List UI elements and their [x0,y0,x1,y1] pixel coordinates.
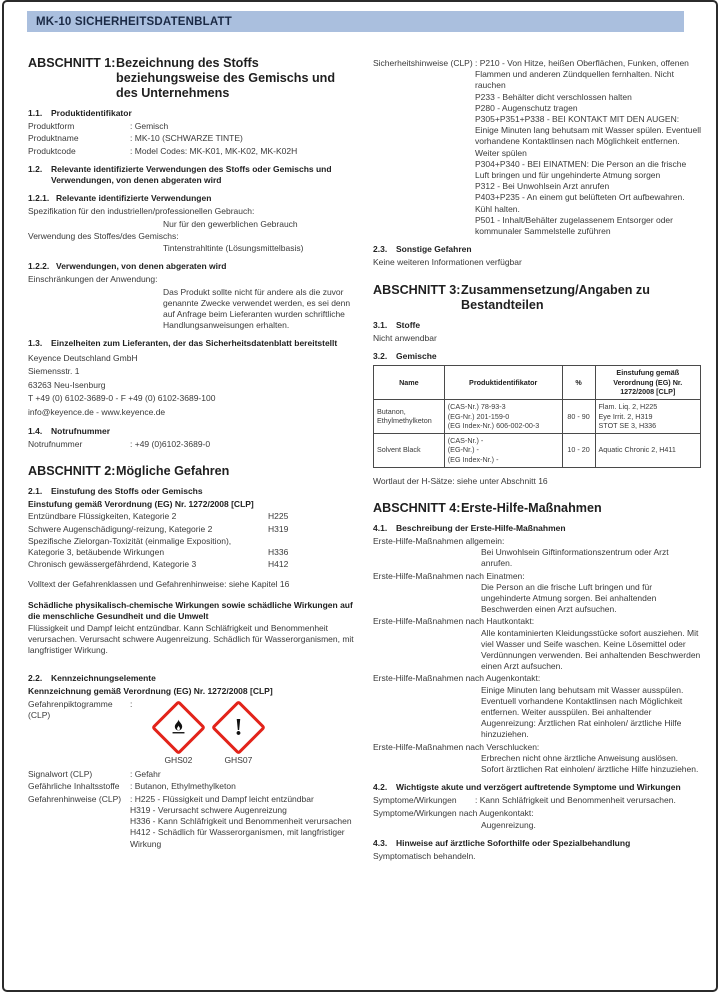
first-aid-general-label: Erste-Hilfe-Maßnahmen allgemein: [373,536,505,547]
hazard-statements-list [130,794,354,850]
hazard-statements-row [28,794,354,850]
pictograms-label: Gefahrenpiktogramme (CLP) [28,699,113,721]
first-aid-inhalation-text: Die Person an die frische Luft bringen und für ungehinderte Atmung sorgen. Bei anhaltenden Beschwerden einen Arzt aufsuchen. [481,581,657,615]
other-hazards-text: Keine weiteren Informationen verfügbar [373,257,522,268]
hazardous-ingredients-value: : Butanon, Ethylmethylketon [130,781,354,792]
heading-3-1-text: Stoffe [396,319,421,330]
use-restriction-label: Einschränkungen der Anwendung: [28,274,158,285]
classification-row [28,536,354,558]
supplier-company: Keyence Deutschland GmbH [28,352,138,363]
right-column [373,52,701,864]
first-aid-eye-text: Einige Minuten lang behutsam mit Wasser ausspülen. Eventuell vorhandene Kontaktlinsen nach Möglichkeit entfernen. Weiter ausspülen. Bei anhaltender Augenreizung: Ärztlichen Rat einholen/ ärztliche Hilfe hinzuziehen. [481,684,684,740]
heading-4-3-number: 4.3. [373,838,388,849]
fulltext-reference: Volltext der Gefahrenklassen und Gefahrenhinweise: siehe Kapitel 16 [28,579,290,590]
section-2-heading [28,464,354,479]
signal-word-value: : Gefahr [130,769,354,780]
symptoms-eye-value: Augenreizung. [481,819,536,830]
ghs07-code: GHS07 [224,755,253,766]
substance-identifiers [444,400,562,434]
hazard-statements-label: Gefahrenhinweise (CLP) [28,793,122,804]
heading-4-1-text: Beschreibung der Erste-Hilfe-Maßnahmen [396,522,566,533]
heading-4-2-number: 4.2. [373,782,388,793]
heading-3-2 [373,351,701,362]
section-1-number: ABSCHNITT 1: [28,56,116,70]
eg-index-number: (EG Index-Nr.) - [447,455,499,465]
heading-1-4-text: Notrufnummer [51,425,111,436]
classification-entry: Aquatic Chronic 2, H411 [598,445,676,455]
heading-1-2-1-number: 1.2.1. [28,193,50,204]
col-header-name: Name [374,366,445,400]
hazard-statement: H412 - Schädlich für Wasserorganismen, mit langfristiger Wirkung [130,827,345,849]
heading-1-1 [28,108,354,119]
classification-code: H336 [268,547,289,558]
product-code-label: Produktcode [28,145,76,156]
col-header-percent: % [562,366,595,400]
precautionary-statement: P501 - Inhalt/Behälter zugelassenem Entsorger oder kommunaler Sammelstelle zuführen [475,214,673,237]
substance-name: Butanon, Ethylmethylketon [374,400,445,434]
substance-classification [595,433,700,467]
classification-entry: Eye Irrit. 2, H319 [598,411,653,421]
heading-4-3 [373,838,701,849]
heading-2-1 [28,486,354,497]
heading-1-4 [28,426,354,437]
heading-1-1-number: 1.1. [28,108,43,118]
substance-classification [595,400,700,434]
heading-4-1-number: 4.1. [373,522,388,533]
heading-2-2-number: 2.2. [28,672,43,683]
heading-4-3-text: Hinweise auf ärztliche Soforthilfe oder Spezialbehandlung [396,838,631,849]
heading-2-2-text: Kennzeichnungselemente [51,672,156,683]
precautionary-statement: P304+P340 - BEI EINATMEN: Die Person an die frische Luft bringen und für ungehinderte Atmung sorgen [475,158,687,181]
eg-number: (EG-Nr.) - [447,445,479,455]
col-header-identifier: Produktidentifikator [444,366,562,400]
pictograms-row [28,699,354,766]
heading-1-2-number: 1.2. [28,163,43,174]
section-2-number: ABSCHNITT 2: [28,464,116,479]
composition-table [373,365,701,467]
heading-3-2-number: 3.2. [373,351,388,362]
heading-1-4-number: 1.4. [28,425,43,436]
section-4-number: ABSCHNITT 4: [373,500,461,515]
labelling-title: Kennzeichnung gemäß Verordnung (EG) Nr. 1272/2008 [CLP] [28,685,273,696]
hazard-statement: H319 - Verursacht schwere Augenreizung [130,804,287,815]
hazard-statement: : H225 - Flüssigkeit und Dampf leicht entzündbar [130,794,354,805]
precautionary-statement: P403+P235 - An einem gut belüfteten Ort aufbewahren. Kühl halten. [475,192,685,214]
cas-number: (CAS-Nr.) 78-93-3 [447,402,506,412]
eg-number: (EG-Nr.) 201-159-0 [447,411,510,421]
clp-classification-title: Einstufung gemäß Verordnung (EG) Nr. 1272/2008 [CLP] [28,499,254,510]
adverse-effects-title: Schädliche physikalisch-chemische Wirkungen sowie schädliche Wirkungen auf die menschliche Gesundheit und die Umwelt [28,599,353,621]
section-1-heading [28,56,354,101]
heading-2-3 [373,244,701,255]
heading-2-2 [28,673,354,684]
precautionary-statement: P280 - Augenschutz tragen [475,102,578,113]
supplier-street: Siemensstr. 1 [28,366,80,377]
pictograms-group [132,699,268,766]
symptoms-row [373,795,701,806]
first-aid-eye-label: Erste-Hilfe-Maßnahmen nach Augenkontakt: [373,673,541,684]
heading-1-2-2 [28,261,354,272]
sds-document-page [2,0,718,992]
ghs07-exclamation-icon: ! [211,700,266,755]
signal-word-row [28,769,354,780]
table-row [374,433,701,467]
precautionary-statement: : P210 - Von Hitze, heißen Oberflächen, Funken, offenen Flammen und anderen Zündquellen fernhalten. Nicht rauchen [475,58,701,92]
eg-index-number: (EG Index-Nr.) 606-002-00-3 [447,421,540,431]
pictograms-colon: : [130,699,133,710]
first-aid-ingestion-label: Erste-Hilfe-Maßnahmen nach Verschlucken: [373,741,540,752]
section-4-heading [373,501,701,516]
heading-4-1 [373,523,701,534]
first-aid-skin-label: Erste-Hilfe-Maßnahmen nach Hautkontakt: [373,616,535,627]
document-title-bar [27,11,684,32]
heading-2-1-number: 2.1. [28,486,43,497]
heading-3-1 [373,320,701,331]
substance-identifiers [444,433,562,467]
precautionary-statement: P305+P351+P338 - BEI KONTAKT MIT DEN AUGEN: Einige Minuten lang behutsam mit Wasser spülen. Eventuell vorhandene Kontaktlinsen nach Möglichkeit entfernen. Weiter spülen [475,114,701,158]
substance-use-value: Tintenstrahltinte (Lösungsmittelbasis) [163,243,304,254]
product-code-value: : Model Codes: MK-K01, MK-K02, MK-K02H [130,146,354,157]
heading-2-1-text: Einstufung des Stoffs oder Gemischs [51,486,203,497]
classification-code: H225 [268,511,289,522]
precautionary-statements-list [475,58,701,237]
product-name-label: Produktname [28,133,79,144]
signal-word-label: Signalwort (CLP) [28,769,93,780]
heading-3-1-number: 3.1. [373,319,388,330]
substance-name: Solvent Black [374,433,445,467]
ghs02-flame-icon [151,700,206,755]
substance-percent: 10 - 20 [562,433,595,467]
composition-table-header-row [374,366,701,400]
heading-3-2-text: Gemische [396,351,437,362]
product-form-label: Produktform [28,121,75,132]
symptoms-value: : Kann Schläfrigkeit und Benommenheit verursachen. [475,795,701,806]
heading-1-2 [28,164,354,186]
table-row [374,400,701,434]
classification-row [28,524,354,535]
classification-text: Chronisch gewässergefährdend, Kategorie 3 [28,559,197,570]
supplier-address [28,352,354,419]
h-phrases-reference: Wortlaut der H-Sätze: siehe unter Abschnitt 16 [373,475,548,486]
heading-2-3-text: Sonstige Gefahren [396,244,472,255]
heading-2-3-number: 2.3. [373,244,388,255]
classification-text: Entzündbare Flüssigkeiten, Kategorie 2 [28,511,177,522]
classification-code: H319 [268,523,289,534]
cas-number: (CAS-Nr.) - [447,435,484,445]
classification-row [28,559,354,570]
product-name-row [28,133,354,144]
classification-entry: Flam. Liq. 2, H225 [598,402,658,412]
heading-1-2-2-text: Verwendungen, von denen abgeraten wird [56,261,227,272]
section-2-title: Mögliche Gefahren [116,464,230,479]
classification-entry: STOT SE 3, H336 [598,421,657,431]
product-code-row [28,146,354,157]
section-3-heading [373,283,701,313]
classification-text: Schwere Augenschädigung/-reizung, Kategorie 2 [28,523,213,534]
heading-1-2-text: Relevante identifizierte Verwendungen des Stoffs oder Gemischs und Verwendungen, von denen abgeraten wird [51,163,332,186]
heading-1-3-text: Einzelheiten zum Lieferanten, der das Sicherheitsdatenblatt bereitstellt [51,338,338,349]
spec-use-label: Spezifikation für den industriellen/professionellen Gebrauch: [28,206,255,217]
classification-code: H412 [268,559,289,570]
emergency-number-row [28,439,354,450]
substances-text: Nicht anwendbar [373,332,437,343]
symptoms-eye-label: Symptome/Wirkungen nach Augenkontakt: [373,807,534,818]
symptoms-label: Symptome/Wirkungen [373,795,457,806]
heading-1-2-1-text: Relevante identifizierte Verwendungen [56,193,212,204]
use-restriction-value: Das Produkt sollte nicht für andere als die zuvor genannte Zwecke verwendet werden, es sei denn auf Anfrage beim Lieferanten wurden schriftliche Handlungsanweisungen erhalten. [163,286,351,331]
hazardous-ingredients-row [28,781,354,792]
medical-attention-text: Symptomatisch behandeln. [373,851,476,862]
col-header-classification: Einstufung gemäß Verordnung (EG) Nr. 1272/2008 [CLP] [595,366,700,400]
precautionary-statements-row [373,58,701,237]
product-name-value: : MK-10 (SCHWARZE TINTE) [130,133,354,144]
first-aid-skin-text: Alle kontaminierten Kleidungsstücke sofort ausziehen. Mit viel Wasser und Seife waschen. Keine Lösemittel oder Verdünnungen verwenden. Bei anhaltenden Beschwerden einen Arzt aufsuchen. [481,627,701,672]
heading-4-2 [373,782,701,793]
classification-text: Spezifische Zielorgan-Toxizität (einmalige Exposition), Kategorie 3, betäubende Wirkungen [28,535,232,558]
adverse-effects-text: Flüssigkeit und Dampf leicht entzündbar. Kann Schläfrigkeit und Benommenheit verursachen. Verursacht schwere Augenreizung. Schädlich für Wasserorganismen, mit langfristiger Wirkung. [28,623,354,656]
emergency-number-value: : +49 (0)6102-3689-0 [130,439,354,450]
spec-use-value: Nur für den gewerblichen Gebrauch [163,218,298,229]
supplier-email-web: info@keyence.de - www.keyence.de [28,407,166,418]
section-4-title: Erste-Hilfe-Maßnahmen [461,500,602,515]
document-title: MK-10 SICHERHEITSDATENBLATT [36,15,233,28]
product-form-row [28,121,354,132]
first-aid-ingestion-text: Erbrechen nicht ohne ärztliche Anweisung auslösen. Sofort ärztlichen Rat einholen/ ärztliche Hilfe hinzuziehen. [481,752,699,775]
heading-1-3-number: 1.3. [28,338,43,349]
hazardous-ingredients-label: Gefährliche Inhaltsstoffe [28,781,120,792]
substance-percent: 80 - 90 [562,400,595,434]
supplier-city: 63263 Neu-Isenburg [28,379,106,390]
ghs02-pictogram [148,699,208,766]
heading-1-1-text: Produktidentifikator [51,108,132,118]
heading-1-2-1 [28,193,354,204]
classification-row [28,511,354,522]
ghs02-code: GHS02 [164,755,193,766]
supplier-phone-fax: T +49 (0) 6102-3689-0 - F +49 (0) 6102-3689-100 [28,393,216,404]
section-1-title: Bezeichnung des Stoffs beziehungsweise des Gemischs und des Unternehmens [116,56,336,100]
section-3-title: Zusammensetzung/Angaben zu Bestandteilen [461,282,650,312]
ghs07-pictogram [208,699,268,766]
first-aid-inhalation-label: Erste-Hilfe-Maßnahmen nach Einatmen: [373,570,525,581]
precautionary-statement: P312 - Bei Unwohlsein Arzt anrufen [475,181,610,192]
left-column [28,52,354,851]
product-form-value: : Gemisch [130,121,354,132]
heading-4-2-text: Wichtigste akute und verzögert auftretende Symptome und Wirkungen [396,782,681,793]
heading-1-3 [28,338,354,349]
first-aid-general-text: Bei Unwohlsein Giftinformationszentrum oder Arzt anrufen. [481,547,669,569]
hazard-statement: H336 - Kann Schläfrigkeit und Benommenheit verursachen [130,816,352,827]
emergency-number-label: Notrufnummer [28,438,83,449]
precautionary-statements-label: Sicherheitshinweise (CLP) [373,58,473,68]
section-3-number: ABSCHNITT 3: [373,282,461,297]
heading-1-2-2-number: 1.2.2. [28,261,50,272]
substance-use-label: Verwendung des Stoffes/des Gemischs: [28,230,179,241]
precautionary-statement: P233 - Behälter dicht verschlossen halten [475,91,632,102]
